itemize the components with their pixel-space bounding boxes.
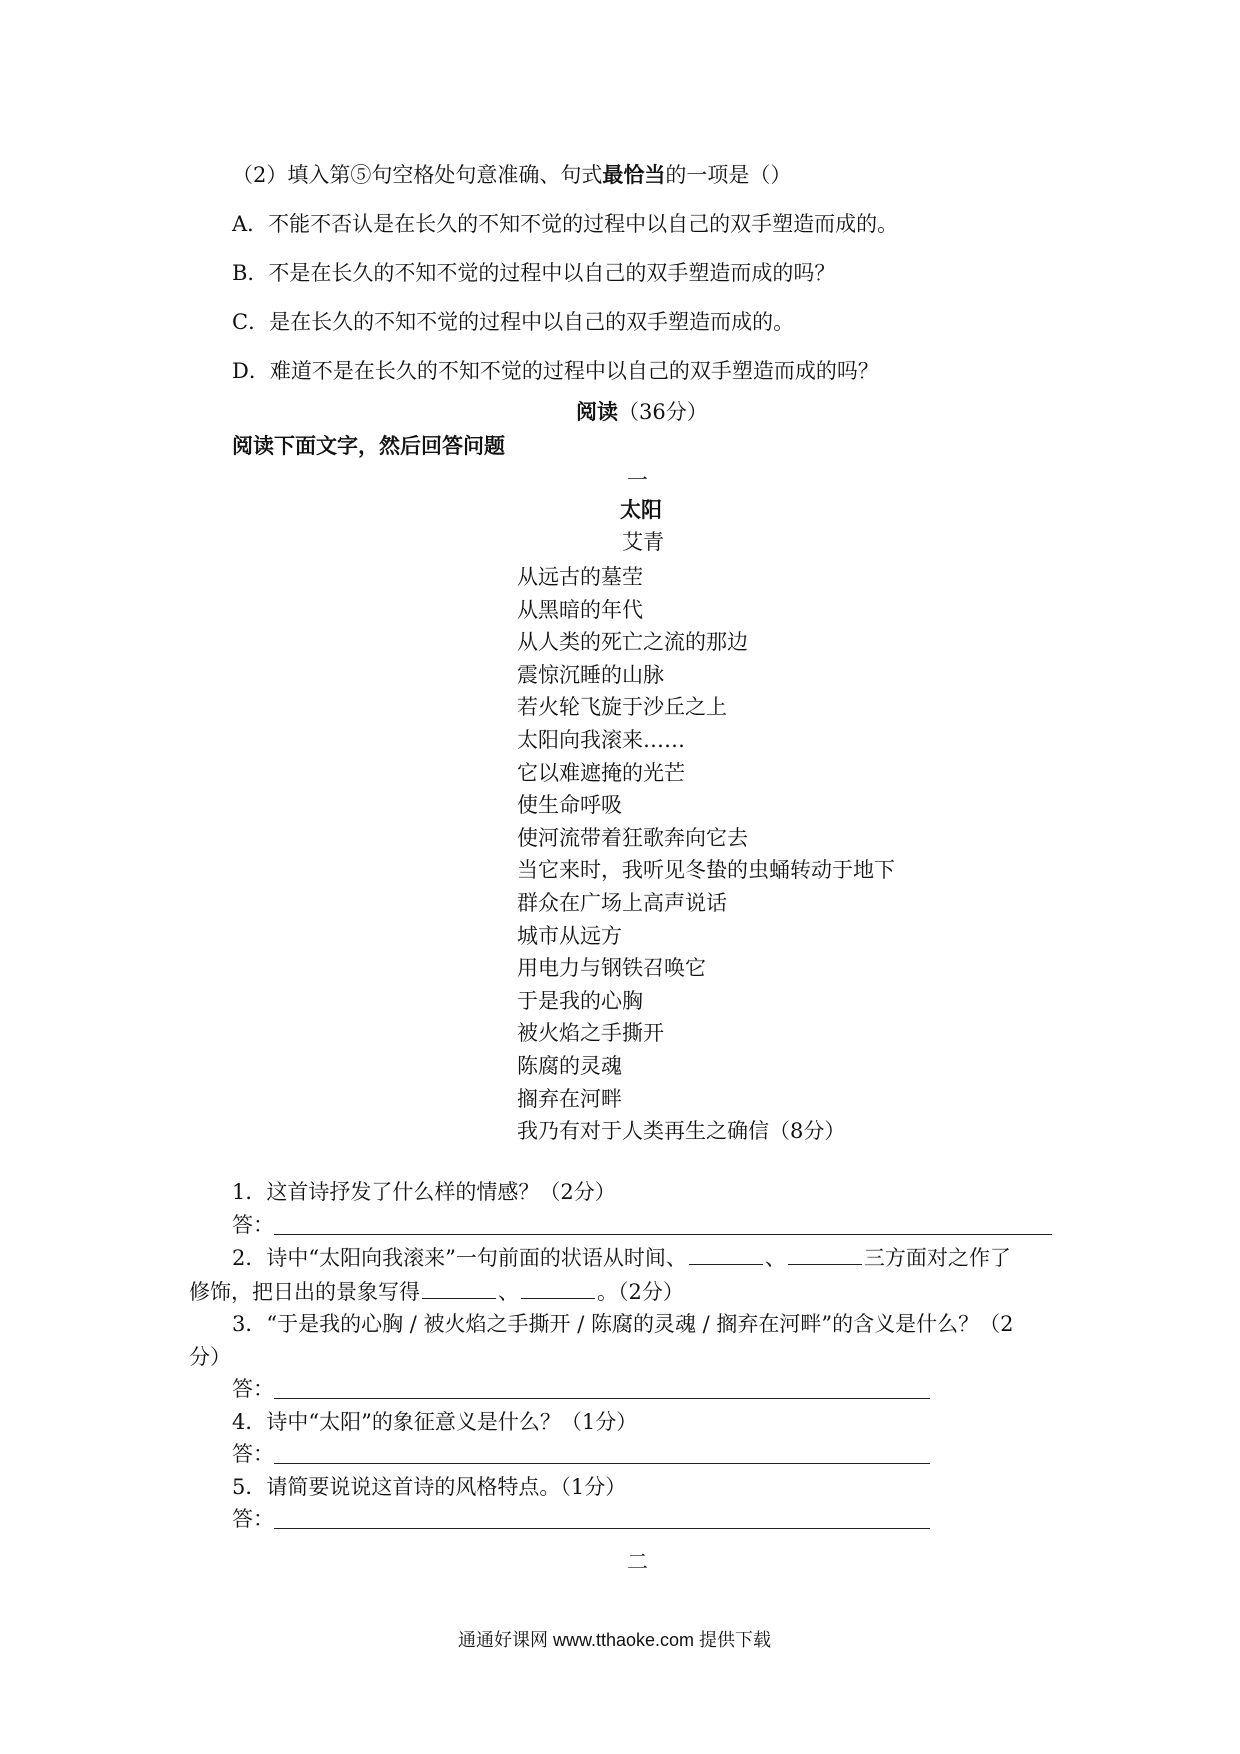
question-2-line-2: 修饰，把日出的景象写得 、 。（2分）: [189, 1280, 684, 1304]
option-c: C．是在长久的不知不觉的过程中以自己的双手塑造而成的。: [232, 310, 795, 334]
poem-line: 被火焰之手撕开: [517, 1021, 664, 1046]
poem-line: 它以难遮掩的光芒: [517, 760, 685, 785]
answer-label: 答：: [232, 1507, 274, 1531]
poem-body: [517, 561, 895, 1148]
poem-title: 太阳: [620, 497, 662, 522]
poem-line: 用电力与钢铁召唤它: [517, 956, 706, 981]
answer-line-1[interactable]: [274, 1234, 1052, 1235]
poem-line: 从远古的墓茔: [517, 565, 643, 589]
question-4: 4．诗中“太阳”的象征意义是什么？（1分）: [232, 1410, 638, 1434]
poem-line: 太阳向我滚来……: [517, 727, 685, 752]
question-3-line-2: 分）: [189, 1345, 231, 1369]
poem-line: 群众在广场上高声说话: [517, 890, 727, 915]
question-2-line-1: 2．诗中“太阳向我滚来”一句前面的状语从时间、 、 三方面对之作了: [232, 1246, 1011, 1270]
q2-stem: （2）填入第⑤句空格处句意准确、句式最恰当的一项是（）: [232, 162, 792, 187]
poem-line: 于是我的心胸: [517, 988, 643, 1013]
answer-label: 答：: [232, 1442, 274, 1466]
option-d: D．难道不是在长久的不知不觉的过程中以自己的双手塑造而成的吗？: [232, 359, 879, 383]
poem-line: 从黑暗的年代: [517, 597, 643, 622]
poem-line: 搁弃在河畔: [517, 1086, 622, 1111]
poem-line: 震惊沉睡的山脉: [517, 662, 664, 687]
q2-stem-emphasis: 最恰当: [602, 162, 666, 187]
poem-line: 我乃有对于人类再生之确信（8分）: [517, 1119, 846, 1144]
blank-4[interactable]: [521, 1278, 595, 1299]
reading-instruction: 阅读下面文字，然后回答问题: [232, 433, 505, 458]
blank-1[interactable]: [689, 1244, 763, 1265]
poem-author: 艾青: [622, 530, 664, 554]
option-b: B．不是在长久的不知不觉的过程中以自己的双手塑造而成的吗？: [232, 261, 836, 285]
poem-line: 使河流带着狂歌奔向它去: [517, 825, 748, 850]
blank-2[interactable]: [788, 1244, 862, 1265]
poem-line: 从人类的死亡之流的那边: [517, 630, 748, 655]
answer-line-4[interactable]: [274, 1463, 930, 1464]
poem-line: 城市从远方: [517, 923, 622, 948]
question-1: 1．这首诗抒发了什么样的情感？（2分）: [232, 1180, 616, 1204]
page-footer: 通通好课网 www.tthaoke.com 提供下载: [458, 1630, 772, 1650]
poem-line: 若火轮飞旋于沙丘之上: [517, 695, 727, 720]
poem-line: 使生命呼吸: [517, 793, 622, 818]
poem-line: 陈腐的灵魂: [517, 1053, 622, 1078]
answer-line-3[interactable]: [274, 1398, 930, 1399]
answer-label: 答：: [232, 1213, 274, 1237]
part-two-number: 二: [627, 1550, 648, 1574]
poem-line: 当它来时，我听见冬蛰的虫蛹转动于地下: [517, 858, 895, 883]
question-5: 5．请简要说说这首诗的风格特点。（1分）: [232, 1475, 627, 1499]
section-heading: 阅读（36分）: [576, 399, 708, 424]
question-3-line-1: 3．“于是我的心胸 / 被火焰之手撕开 / 陈腐的灵魂 / 搁弃在河畔”的含义是什么？（2: [232, 1312, 1014, 1336]
answer-line-5[interactable]: [274, 1528, 930, 1529]
answer-label: 答：: [232, 1377, 274, 1401]
blank-3[interactable]: [422, 1278, 496, 1299]
option-a: A．不能不否认是在长久的不知不觉的过程中以自己的双手塑造而成的。: [232, 212, 899, 236]
part-one-number: 一: [627, 468, 648, 492]
